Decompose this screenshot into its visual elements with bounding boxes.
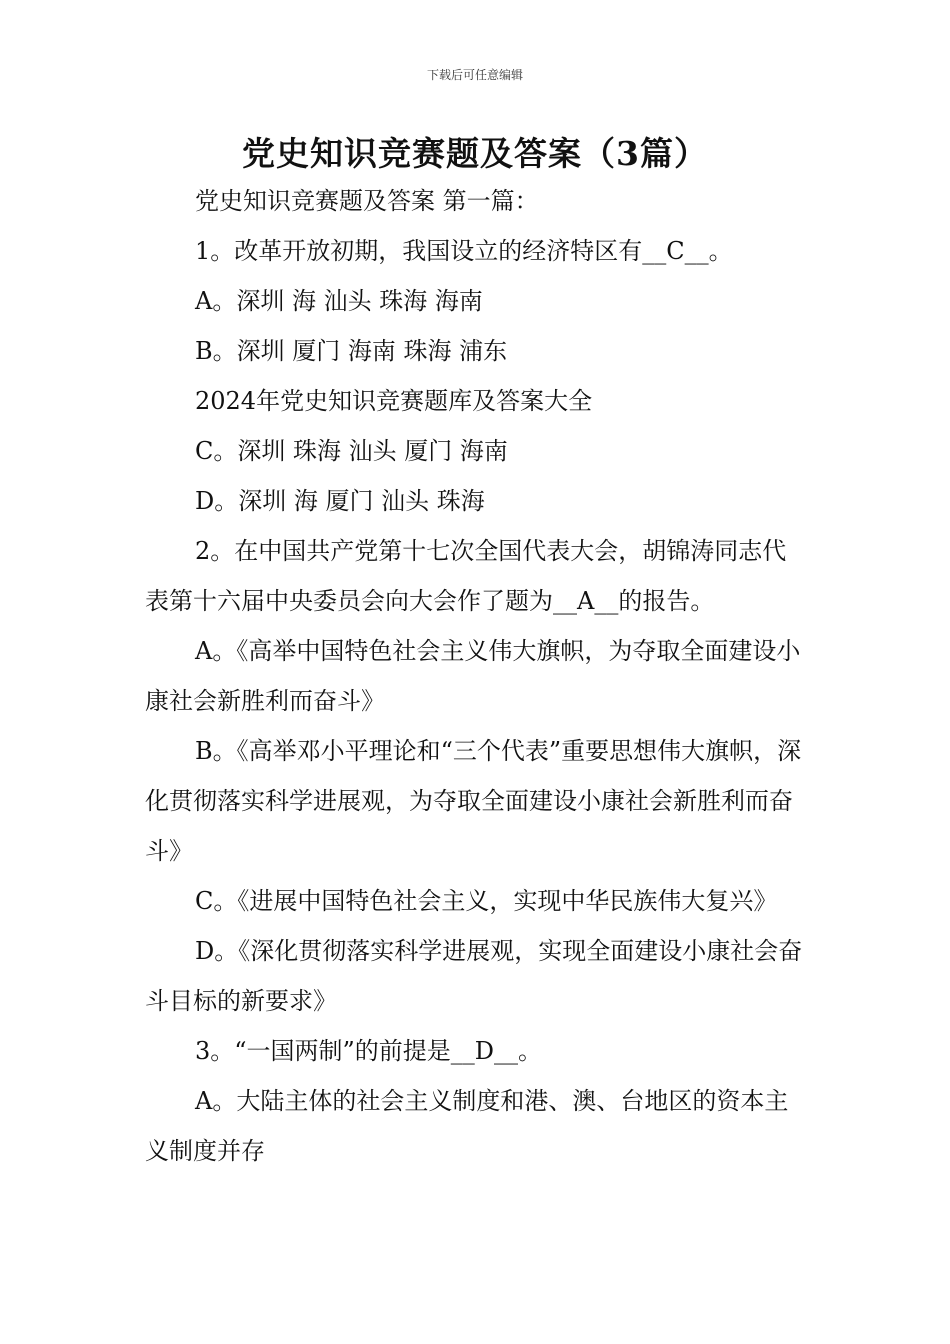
question-1-option-a: A。深圳 海 汕头 珠海 海南: [195, 287, 483, 315]
header-note: 下载后可任意编辑: [426, 68, 523, 82]
question-2-option-a: A。《高举中国特色社会主义伟大旗帜，为夺取全面建设小康社会新胜利而奋斗》: [145, 637, 801, 715]
question-2-option-d: D。《深化贯彻落实科学进展观，实现全面建设小康社会奋斗目标的新要求》: [145, 937, 803, 1015]
question-3: 3。“一国两制”的前提是__D__。: [195, 1037, 543, 1065]
inserted-line: 2024年党史知识竞赛题库及答案大全: [195, 387, 593, 415]
question-1-option-c: C。深圳 珠海 汕头 厦门 海南: [195, 437, 508, 465]
document-title: 党史知识竞赛题及答案（3篇）: [242, 134, 708, 173]
question-1: 1。改革开放初期，我国设立的经济特区有__C__。: [195, 237, 733, 265]
question-2-option-c: C。《进展中国特色社会主义，实现中华民族伟大复兴》: [195, 887, 778, 915]
question-1-option-b: B。深圳 厦门 海南 珠海 浦东: [195, 337, 508, 365]
section-heading: 党史知识竞赛题及答案 第一篇：: [195, 187, 539, 215]
question-1-option-d: D。深圳 海 厦门 汕头 珠海: [195, 487, 485, 515]
question-3-option-a: A。大陆主体的社会主义制度和港、澳、台地区的资本主义制度并存: [145, 1087, 789, 1165]
question-2-option-b: B。《高举邓小平理论和“三个代表”重要思想伟大旗帜，深化贯彻落实科学进展观，为夺取全面建设小康社会新胜利而奋斗》: [145, 737, 802, 865]
question-2: 2。在中国共产党第十七次全国代表大会，胡锦涛同志代表第十六届中央委员会向大会作了题为__A__的报告。: [145, 537, 787, 615]
document-body: [145, 176, 810, 1176]
